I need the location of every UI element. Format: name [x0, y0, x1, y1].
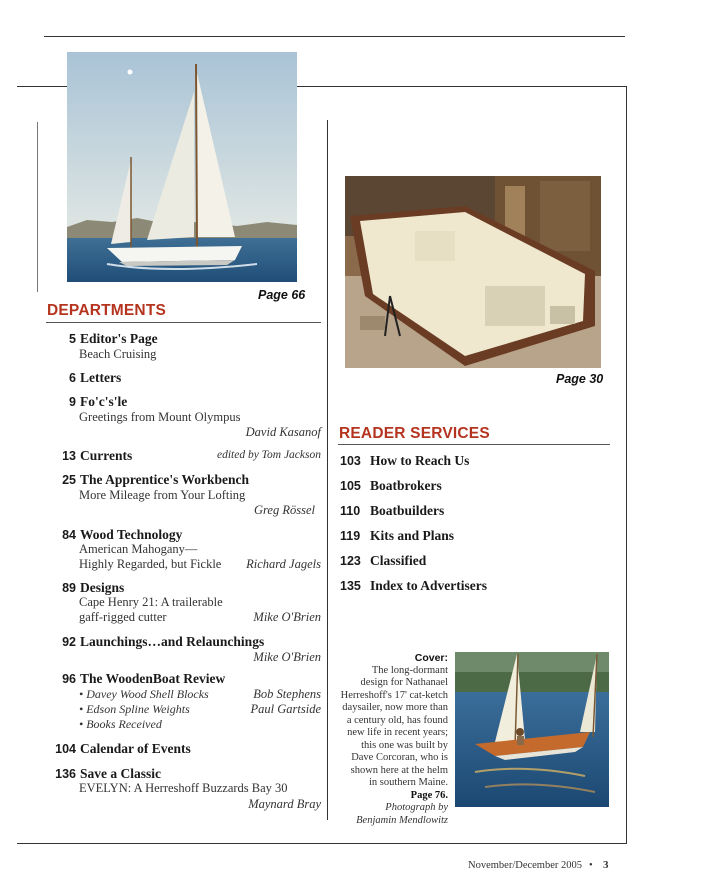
- review-bullet[interactable]: • Davey Wood Shell Blocks: [79, 687, 209, 701]
- entry-title: Save a Classic: [80, 766, 161, 781]
- dept-entry-focsle[interactable]: [46, 394, 321, 442]
- entry-title: Editor's Page: [80, 331, 158, 346]
- entry-title: Launchings…and Relaunchings: [80, 634, 265, 649]
- entry-number: 13: [62, 449, 76, 463]
- cover-page-ref: Page 76.: [410, 789, 448, 801]
- review-bullet[interactable]: • Books Received: [79, 717, 162, 731]
- header-rule-left: [17, 86, 67, 87]
- entry-number: 119: [340, 529, 361, 543]
- entry-subtitle: American Mahogany—: [79, 542, 198, 556]
- entry-title: Boatbuilders: [370, 503, 445, 518]
- entry-author: David Kasanof: [245, 425, 321, 439]
- dept-entry-save-a-classic[interactable]: [46, 766, 321, 814]
- entry-number: 136: [55, 767, 76, 781]
- entry-author: Paul Gartside: [250, 702, 321, 716]
- cover-line: shown here at the helm: [350, 764, 448, 776]
- header-rule-right: [297, 86, 627, 87]
- bottom-rule: [17, 843, 627, 844]
- entry-number: 96: [62, 672, 76, 686]
- column-divider: [327, 120, 328, 820]
- cover-line: The long-dormant: [371, 664, 448, 676]
- left-margin-line: [37, 122, 38, 292]
- top-rule: [44, 36, 625, 37]
- entry-subtitle: EVELYN: A Herreshoff Buzzards Bay 30: [79, 781, 288, 795]
- entry-number: 135: [340, 579, 361, 593]
- cover-line: a century old, has found: [346, 714, 448, 726]
- entry-number: 110: [340, 504, 361, 518]
- cover-photo: [455, 652, 609, 807]
- cover-line: this one was built by: [361, 739, 448, 751]
- review-bullet[interactable]: • Edson Spline Weights: [79, 702, 190, 716]
- entry-number: 104: [55, 742, 76, 756]
- entry-author: Maynard Bray: [248, 797, 321, 811]
- entry-title: Calendar of Events: [80, 741, 191, 756]
- entry-title: Boatbrokers: [370, 478, 442, 493]
- reader-services-heading: READER SERVICES: [339, 425, 490, 442]
- workshop-caption: Page 30: [556, 372, 604, 386]
- cover-label: Cover:: [414, 652, 448, 664]
- footer-separator: •: [589, 860, 593, 871]
- rs-entry-how-to-reach-us[interactable]: [340, 453, 610, 473]
- entry-number: 5: [69, 332, 76, 346]
- entry-title: Designs: [80, 580, 125, 595]
- dept-entry-letters[interactable]: [46, 370, 321, 388]
- entry-subtitle: Cape Henry 21: A trailerable: [79, 595, 223, 609]
- cover-line: in southern Maine.: [368, 777, 448, 788]
- entry-number: 103: [340, 454, 361, 468]
- reader-services-rule: [338, 444, 610, 445]
- rs-entry-index-to-advertisers[interactable]: [340, 578, 610, 598]
- entry-title: Currents: [80, 448, 133, 463]
- issue-date: November/December 2005: [468, 860, 582, 871]
- entry-title: Kits and Plans: [370, 528, 455, 543]
- entry-subtitle-2: Highly Regarded, but Fickle: [79, 557, 222, 571]
- dept-entry-editors-page[interactable]: [46, 331, 321, 363]
- sailboat-caption: Page 66: [258, 288, 306, 302]
- rs-entry-boatbuilders[interactable]: [340, 503, 610, 523]
- entry-title: Classified: [370, 553, 427, 568]
- cover-photo-credit: Photograph by: [385, 802, 448, 813]
- dept-entry-woodenboat-review[interactable]: [46, 671, 321, 733]
- entry-subtitle: More Mileage from Your Lofting: [79, 488, 246, 502]
- entry-number: 6: [69, 371, 76, 385]
- entry-title: Index to Advertisers: [370, 578, 487, 593]
- entry-subtitle: Greetings from Mount Olympus: [79, 410, 241, 424]
- cover-photo-credit-name: Benjamin Mendlowitz: [356, 814, 448, 826]
- departments-rule: [46, 322, 321, 323]
- cover-line: Dave Corcoran, who is: [351, 752, 448, 763]
- cover-line: Herreshoff's 17' cat-ketch: [340, 689, 448, 701]
- departments-heading: DEPARTMENTS: [47, 302, 167, 319]
- rs-entry-boatbrokers[interactable]: [340, 478, 610, 498]
- rs-entry-kits-and-plans[interactable]: [340, 528, 610, 548]
- cover-line: design for Nathanael: [360, 677, 448, 688]
- entry-author: Mike O'Brien: [253, 610, 321, 624]
- entry-title: The Apprentice's Workbench: [80, 472, 250, 487]
- entry-author: edited by Tom Jackson: [216, 449, 321, 461]
- entry-number: 123: [340, 554, 361, 568]
- entry-author: Mike O'Brien: [253, 650, 321, 664]
- cover-description: [338, 652, 448, 827]
- cover-line: daysailer, now more than: [342, 702, 448, 713]
- sailboat-photo: [67, 52, 297, 282]
- dept-entry-apprentices-workbench[interactable]: [46, 472, 321, 520]
- entry-subtitle: Beach Cruising: [79, 347, 157, 361]
- entry-author: Bob Stephens: [253, 687, 321, 701]
- entry-title: Letters: [80, 370, 122, 385]
- dept-entry-wood-technology[interactable]: [46, 527, 321, 575]
- entry-number: 92: [62, 635, 76, 649]
- dept-entry-designs[interactable]: [46, 580, 321, 628]
- entry-number: 89: [62, 581, 76, 595]
- dept-entry-launchings[interactable]: [46, 634, 321, 666]
- entry-author: Greg Rössel: [254, 503, 315, 517]
- rs-entry-classified[interactable]: [340, 553, 610, 573]
- page-number: 3: [603, 859, 609, 871]
- entry-number: 84: [62, 528, 76, 542]
- entry-number: 25: [62, 473, 76, 487]
- dept-entry-currents[interactable]: [46, 448, 321, 466]
- entry-title: Fo'c's'le: [80, 394, 128, 409]
- entry-number: 9: [69, 395, 76, 409]
- workshop-photo: [345, 176, 601, 368]
- entry-author: Richard Jagels: [246, 557, 321, 571]
- entry-subtitle-2: gaff-rigged cutter: [79, 610, 167, 624]
- entry-title: Wood Technology: [80, 527, 183, 542]
- entry-number: 105: [340, 479, 361, 493]
- cover-line: new life in recent years;: [347, 727, 448, 738]
- right-frame-line: [626, 86, 627, 844]
- entry-title: How to Reach Us: [370, 453, 470, 468]
- entry-title: The WoodenBoat Review: [80, 671, 226, 686]
- dept-entry-calendar[interactable]: [46, 741, 321, 759]
